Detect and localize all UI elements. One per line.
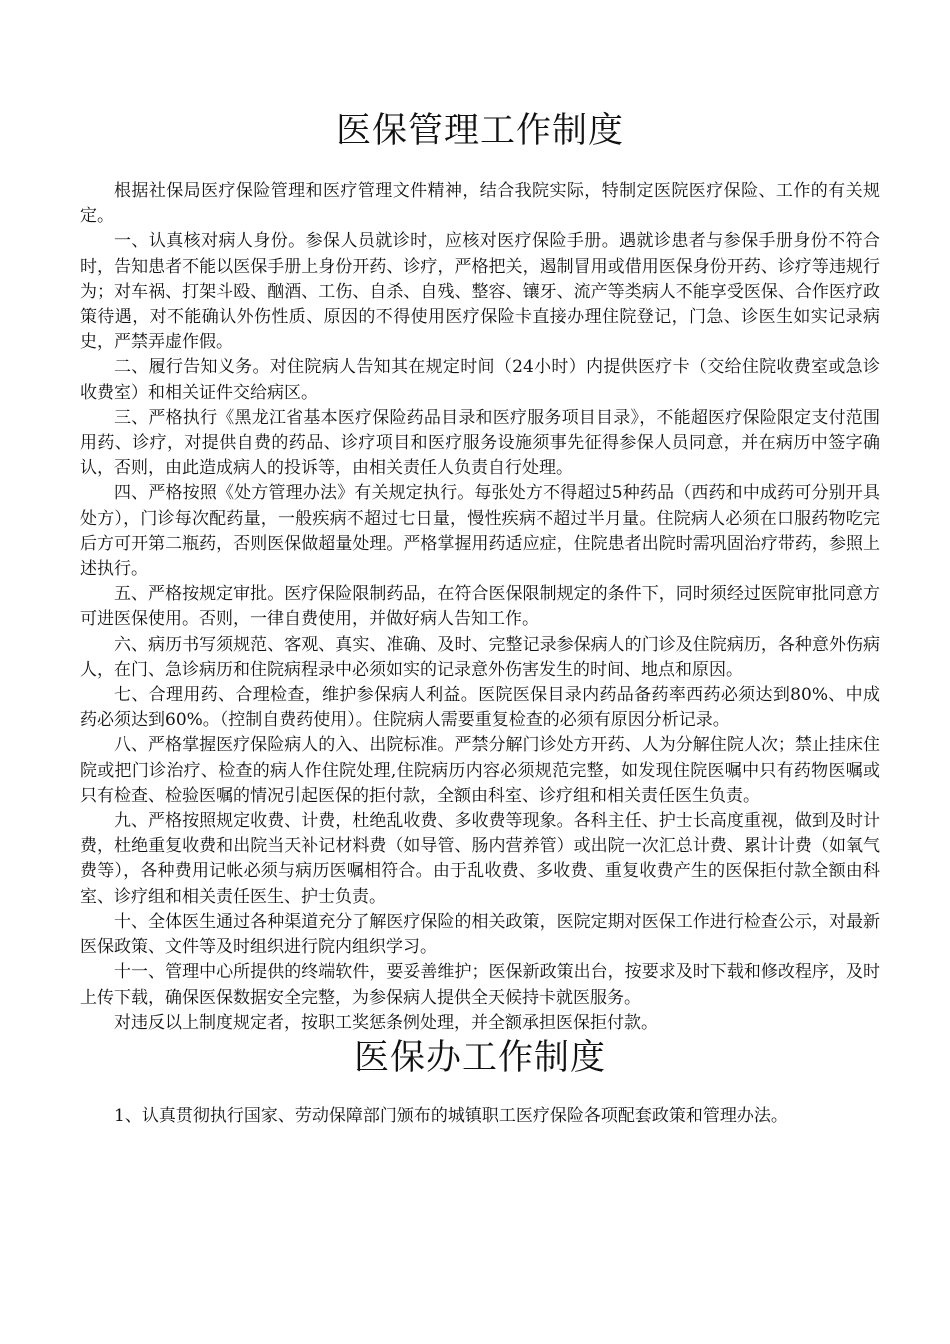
paragraph-rule-4: 四、严格按照《处方管理办法》有关规定执行。每张处方不得超过5种药品（西药和中成药可分别开具处方），门诊每次配药量，一般疾病不超过七日量，慢性疾病不超过半月量。住院病人必须在口服药物吃完后方可开第二瓶药，否则医保做超量处理。严格掌握用药适应症，住院患者出院时需巩固治疗带药，参照上述执行。 — [80, 483, 880, 580]
paragraph-rule-8: 八、严格掌握医疗保险病人的入、出院标准。严禁分解门诊处方开药、人为分解住院人次；禁止挂床住院或把门诊治疗、检查的病人作住院处理,住院病历内容必须规范完整，如发现住院医嘱中只有药物医嘱或只有检查、检验医嘱的情况引起医保的拒付款，全额由科室、诊疗组和相关责任医生负责。 — [80, 735, 880, 806]
paragraph-closing: 对违反以上制度规定者，按职工奖惩条例处理，并全额承担医保拒付款。 — [114, 1012, 658, 1033]
section-2-title: 医保办工作制度 — [353, 1037, 606, 1078]
document-title: 医保管理工作制度 — [335, 111, 624, 151]
paragraph-rule-11: 十一、管理中心所提供的终端软件，要妥善维护；医保新政策出台，按要求及时下载和修改程序，及时上传下载，确保医保数据安全完整，为参保病人提供全天候持卡就医服务。 — [80, 962, 880, 1008]
paragraph-rule-9: 九、严格按照规定收费、计费，杜绝乱收费、多收费等现象。各科主任、护士长高度重视，做到及时计费，杜绝重复收费和出院当天补记材料费（如导管、肠内营养管）或出院一次汇总计费、累计计费（如氧气费等），各种费用记帐必须与病历医嘱相符合。由于乱收费、多收费、重复收费产生的医保拒付款全额由科室、诊疗组和相关责任医生、护士负责。 — [80, 811, 880, 907]
document-body — [80, 179, 880, 1036]
paragraph-intro: 根据社保局医疗保险管理和医疗管理文件精神，结合我院实际，特制定医院医疗保险、工作的有关规定。 — [80, 181, 880, 227]
paragraph-rule-2: 二、履行告知义务。对住院病人告知其在规定时间（24小时）内提供医疗卡（交给住院收费室或急诊收费室）和相关证件交给病区。 — [80, 357, 880, 403]
paragraph-rule-7: 七、合理用药、合理检查，维护参保病人利益。医院医保目录内药品备药率西药必须达到80%、中成药必须达到60%。（控制自费药使用）。住院病人需要重复检查的必须有原因分析记录。 — [80, 685, 880, 731]
document-page — [80, 0, 880, 1129]
section-2-paragraph-1: 1、认真贯彻执行国家、劳动保障部门颁布的城镇职工医疗保险各项配套政策和管理办法。 — [114, 1105, 788, 1126]
paragraph-rule-3: 三、严格执行《黑龙江省基本医疗保险药品目录和医疗服务项目目录》，不能超医疗保险限定支付范围用药、诊疗，对提供自费的药品、诊疗项目和医疗服务设施须事先征得参保人员同意，并在病历中签字确认，否则，由此造成病人的投诉等，由相关责任人负责自行处理。 — [80, 407, 880, 479]
section-2-body — [80, 1104, 880, 1129]
paragraph-rule-1: 一、认真核对病人身份。参保人员就诊时，应核对医疗保险手册。遇就诊患者与参保手册身份不符合时，告知患者不能以医保手册上身份开药、诊疗，严格把关，遏制冒用或借用医保身份开药、诊疗等违规行为；对车祸、打架斗殴、酗酒、工伤、自杀、自残、整容、镶牙、流产等类病人不能享受医保、合作医疗政策待遇，对不能确认外伤性质、原因的不得使用医疗保险卡直接办理住院登记，门急、诊医生如实记录病史，严禁弄虚作假。 — [80, 231, 880, 353]
paragraph-rule-5: 五、严格按规定审批。医疗保险限制药品，在符合医保限制规定的条件下，同时须经过医院审批同意方可进医保使用。否则，一律自费使用，并做好病人告知工作。 — [80, 584, 880, 630]
paragraph-rule-10: 十、全体医生通过各种渠道充分了解医疗保险的相关政策，医院定期对医保工作进行检查公示，对最新医保政策、文件等及时组织进行院内组织学习。 — [80, 911, 880, 958]
paragraph-rule-6: 六、病历书写须规范、客观、真实、准确、及时、完整记录参保病人的门诊及住院病历，各种意外伤病人，在门、急诊病历和住院病程录中必须如实的记录意外伤害发生的时间、地点和原因。 — [80, 634, 880, 680]
